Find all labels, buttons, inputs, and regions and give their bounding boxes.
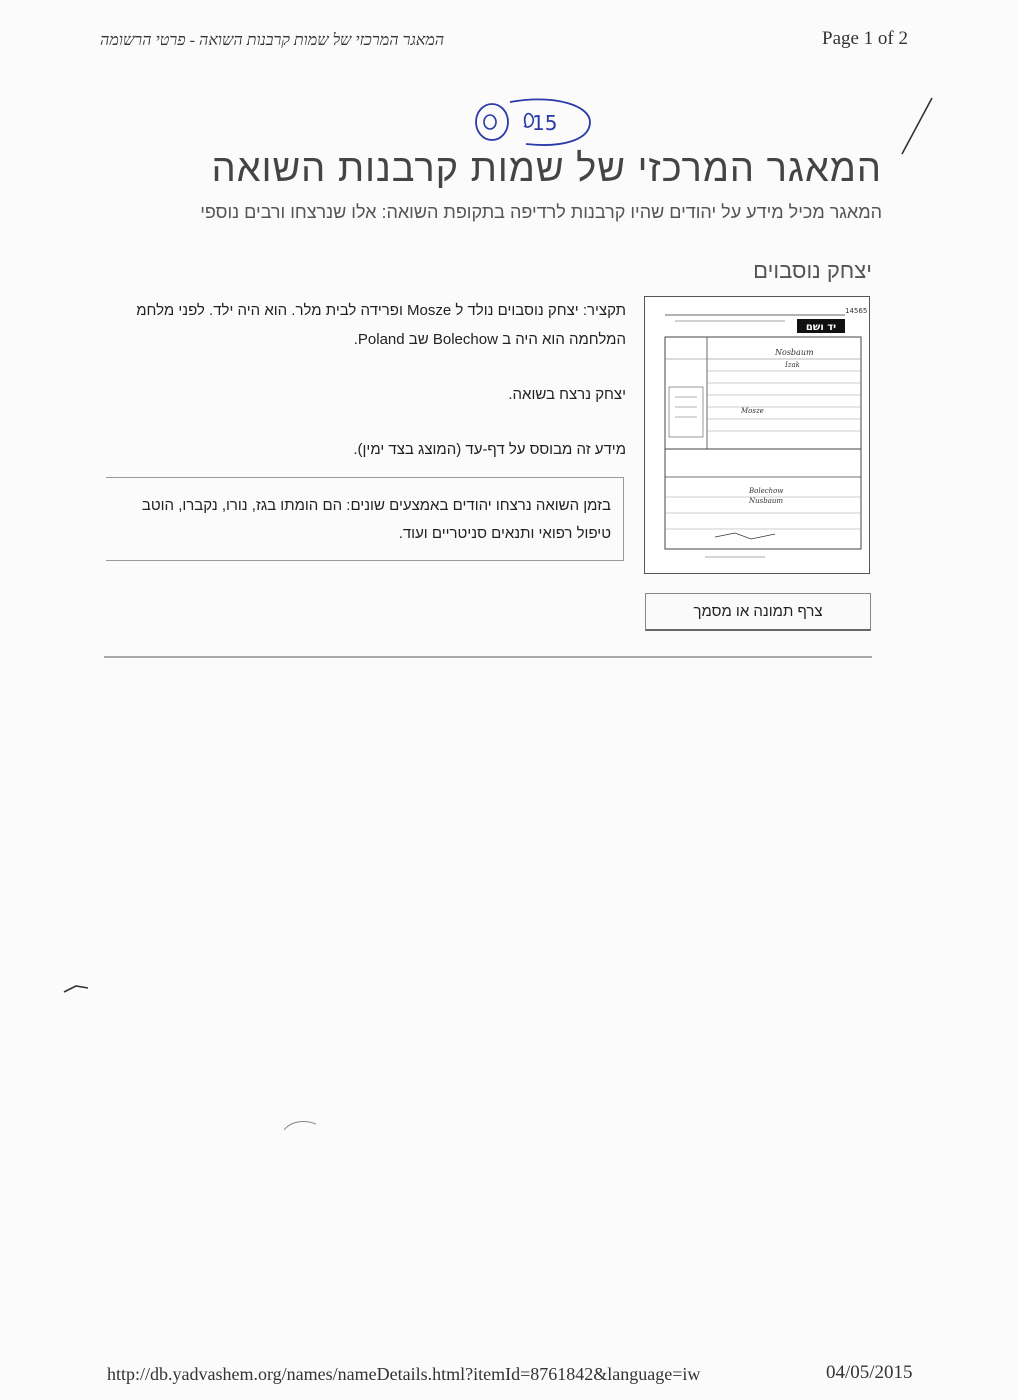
doc-handwriting-5: Nusbaum	[749, 497, 784, 505]
doc-handwriting-1: Nosbaum	[775, 348, 814, 357]
summary-text	[106, 296, 626, 354]
info-box-line-2: טיפול רפואי ותנאים סניטריים ועוד.	[398, 525, 611, 542]
summary-fate: יצחק נרצח בשואה.	[508, 386, 626, 403]
section-divider	[104, 656, 872, 658]
page-number: Page 1 of 2	[822, 28, 909, 49]
summary-source: מידע זה מבוסס על דף-עד (המוצג בצד ימין).	[353, 441, 626, 458]
info-box-line-1: בזמן השואה נרצחו יהודים באמצעים שונים: הם הומתו בגז, נורו, נקברו, הוטב	[141, 497, 611, 514]
stray-pen-mark	[62, 982, 92, 996]
doc-handwriting-4: Bolechow	[749, 487, 784, 495]
summary-section	[106, 296, 626, 464]
summary-line-2: המלחמה הוא היה ב Bolechow שב Poland.	[353, 331, 626, 348]
doc-handwriting-2: Izak	[785, 361, 800, 369]
attach-photo-or-document-button[interactable]: צרף תמונה או מסמך	[645, 593, 871, 631]
document-image	[645, 297, 869, 573]
testimony-document-thumbnail[interactable]	[644, 296, 870, 574]
pen-stroke-mark	[896, 96, 936, 158]
footer-date: 04/05/2015	[826, 1362, 913, 1383]
page-subtitle: המאגר מכיל מידע על יהודים שהיו קרבנות לרדיפה בתקופת השואה: אלו שנרצחו ורבים נוספי	[200, 202, 882, 222]
document-brand: יד ושם	[805, 322, 837, 333]
doc-handwriting-3: Mosze	[741, 407, 764, 415]
stray-pen-mark	[282, 1118, 318, 1134]
footer-url: http://db.yadvashem.org/names/nameDetails.html?itemId=8761842&language=iw	[107, 1364, 701, 1384]
person-name: יצחק נוסבוים	[753, 258, 872, 283]
handwritten-annotation	[466, 96, 594, 148]
page-title: המאגר המרכזי של שמות קרבנות השואה	[211, 148, 882, 190]
info-box	[106, 477, 624, 561]
summary-line-1: תקציר: יצחק נוסבוים נולד ל Mosze ופרידה לבית מלר. הוא היה ילד. לפני מלחמ	[136, 302, 626, 319]
print-header-title: המאגר המרכזי של שמות קרבנות השואה - פרטי הרשומה	[100, 32, 445, 49]
svg-text:15: 15	[532, 111, 558, 135]
document-number: 14565	[845, 307, 868, 315]
